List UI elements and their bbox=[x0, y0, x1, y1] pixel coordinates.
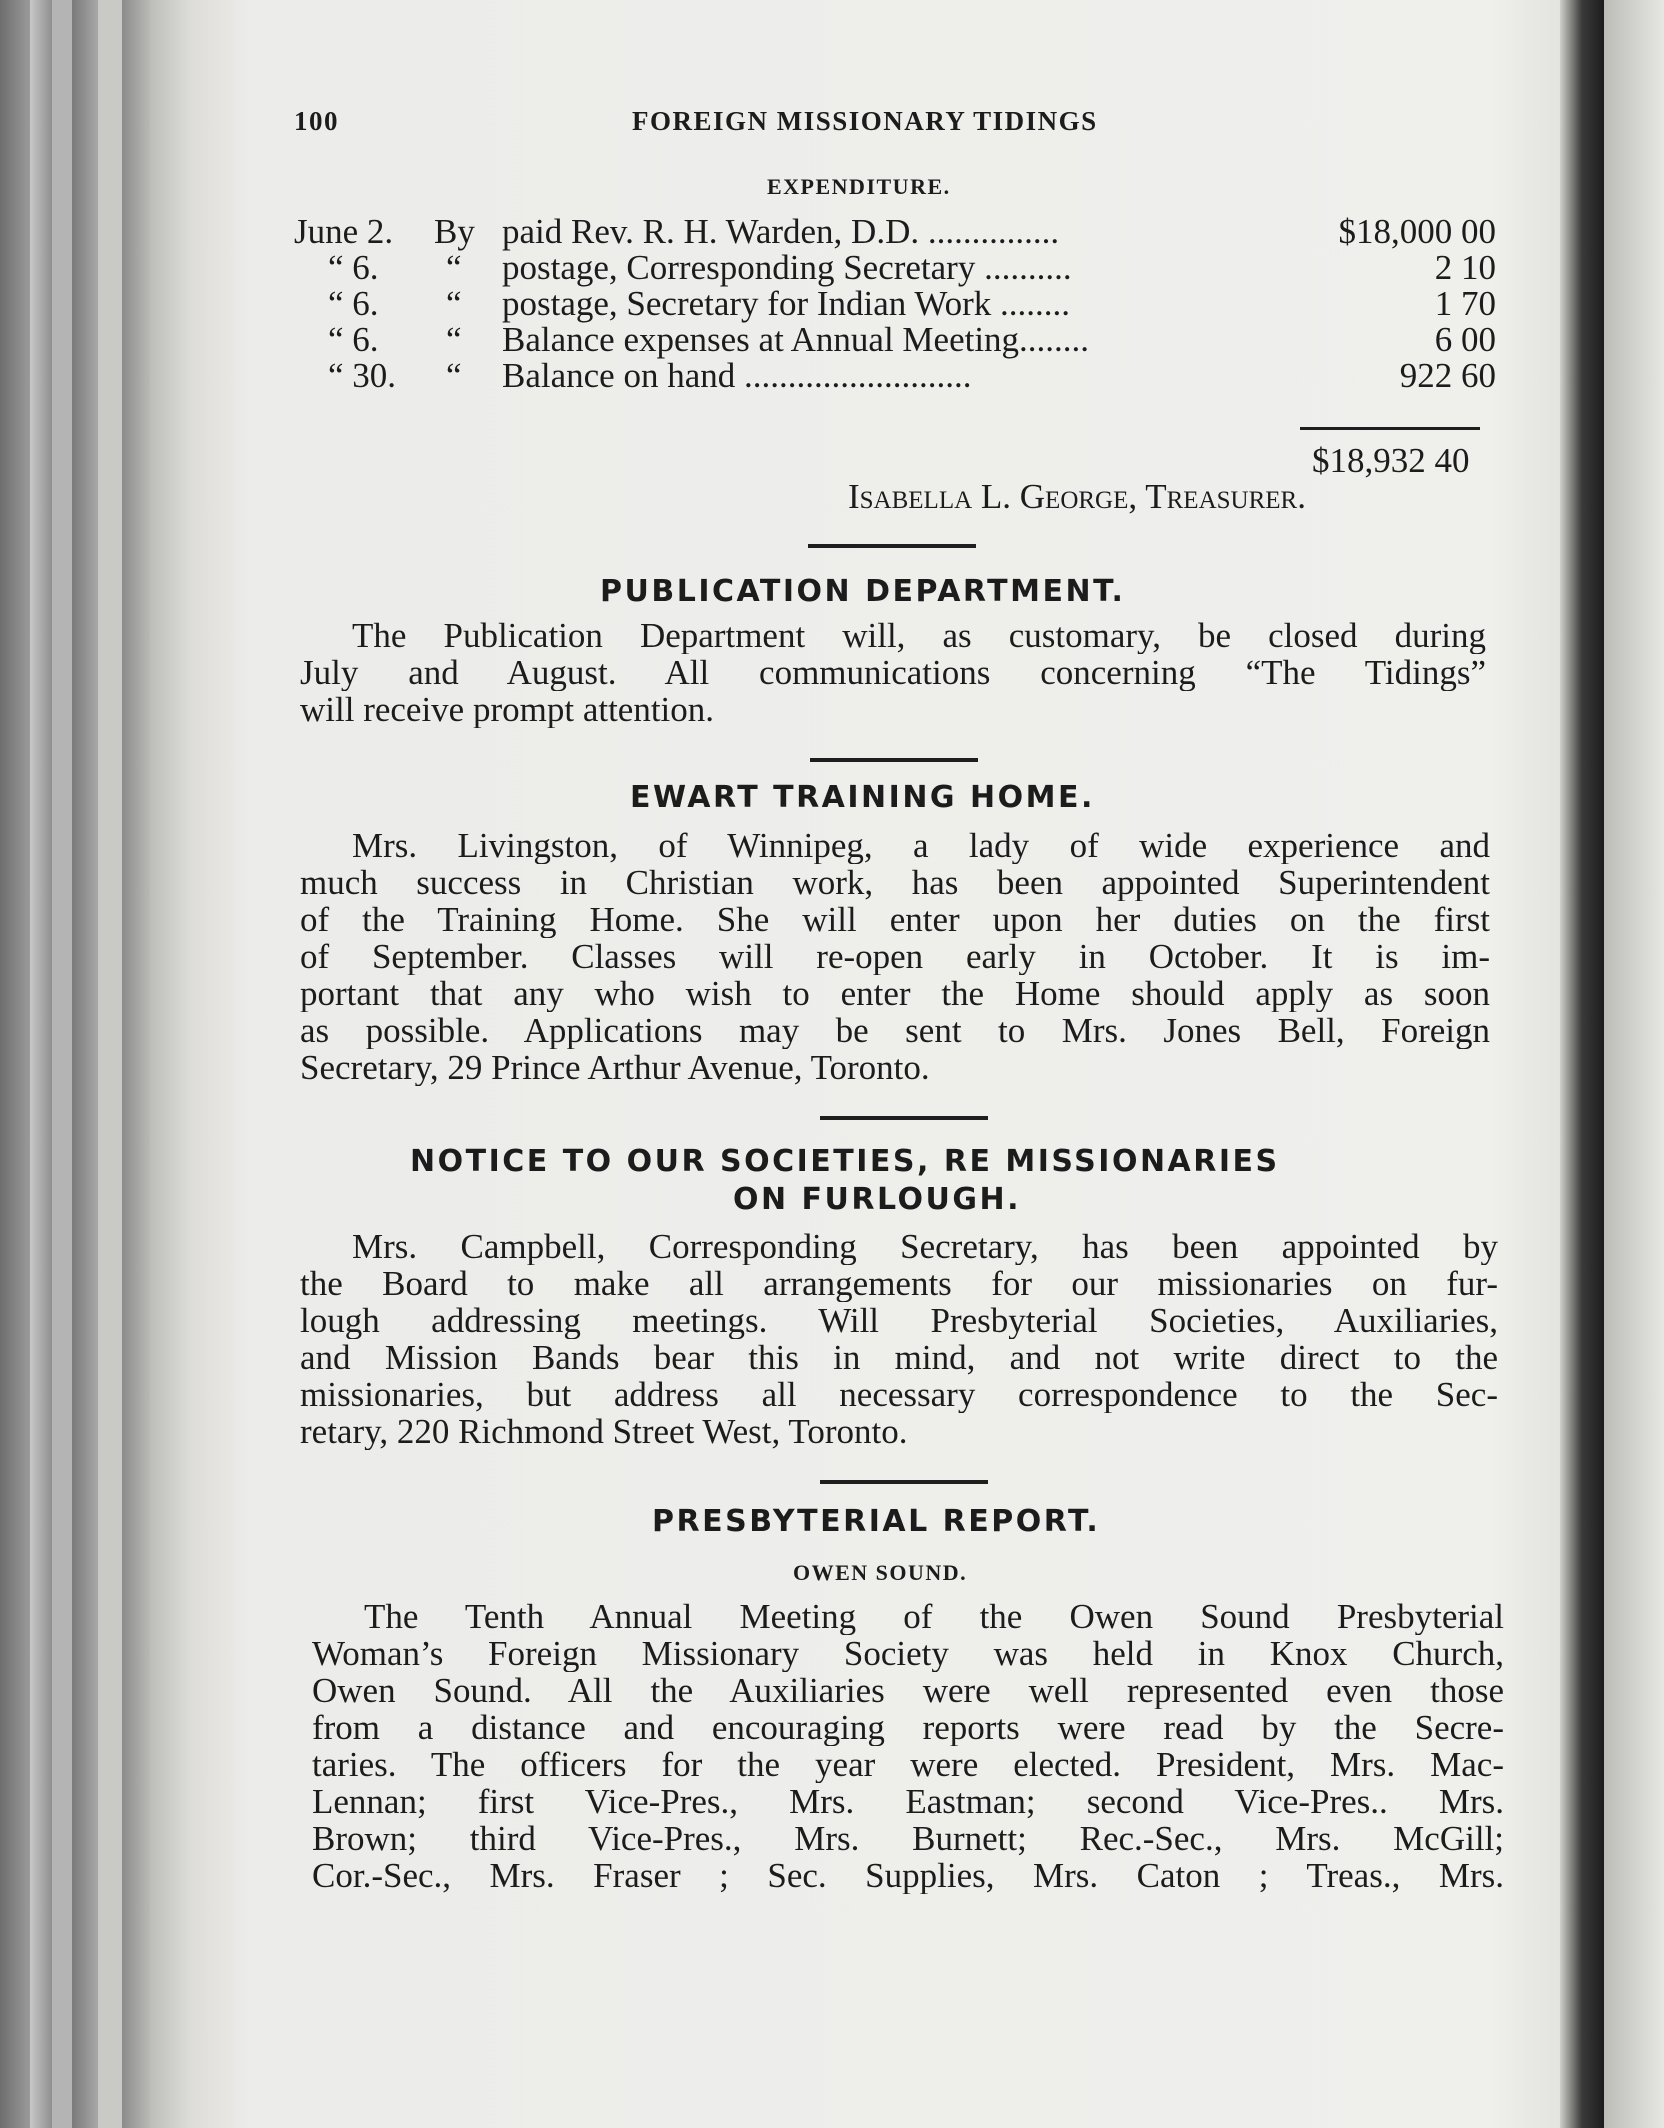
text-line: Cor.-Sec., Mrs. Fraser ; Sec. Supplies, Mrs. Caton ; Treas., Mrs. bbox=[312, 1857, 1504, 1894]
section-divider bbox=[810, 758, 978, 762]
text-line: and Mission Bands bear this in mind, and not write direct to the bbox=[300, 1339, 1498, 1376]
text-line: The Publication Department will, as customary, be closed during bbox=[352, 617, 1486, 654]
publication-heading: PUBLICATION DEPARTMENT. bbox=[600, 574, 1126, 609]
section-divider bbox=[808, 544, 976, 548]
expenditure-by: “ bbox=[446, 320, 462, 359]
text-line: July and August. All communications concerning “The Tidings” bbox=[300, 654, 1486, 691]
text-line: Secretary, 29 Prince Arthur Avenue, Toronto. bbox=[300, 1049, 930, 1086]
total-rule bbox=[1300, 427, 1480, 430]
expenditure-amount: 1 70 bbox=[1434, 284, 1496, 323]
presbyterial-heading: PRESBYTERIAL REPORT. bbox=[652, 1504, 1101, 1539]
notice-heading-line1: NOTICE TO OUR SOCIETIES, RE MISSIONARIES bbox=[410, 1144, 1280, 1179]
expenditure-total: $18,932 40 bbox=[1312, 441, 1470, 480]
text-line: much success in Christian work, has been appointed Superintendent bbox=[300, 864, 1490, 901]
book-edge bbox=[0, 0, 30, 2128]
expenditure-row bbox=[294, 248, 1496, 287]
text-line: Owen Sound. All the Auxiliaries were well represented even those bbox=[312, 1672, 1504, 1709]
expenditure-by: “ bbox=[446, 284, 462, 323]
book-edge bbox=[72, 0, 98, 2128]
text-line: will receive prompt attention. bbox=[300, 691, 715, 728]
expenditure-amount: $18,000 00 bbox=[1338, 212, 1496, 251]
section-divider bbox=[820, 1480, 988, 1484]
expenditure-row bbox=[294, 284, 1496, 323]
treasurer-signature: Isabella L. George, Treasurer. bbox=[848, 477, 1306, 516]
expenditure-amount: 2 10 bbox=[1434, 248, 1496, 287]
expenditure-row bbox=[294, 212, 1496, 251]
text-line: from a distance and encouraging reports were read by the Secre- bbox=[312, 1709, 1504, 1746]
text-line: of September. Classes will re-open early in October. It is im- bbox=[300, 938, 1490, 975]
notice-paragraph bbox=[300, 1228, 1498, 1450]
text-line: Brown; third Vice-Pres., Mrs. Burnett; Rec.-Sec., Mrs. McGill; bbox=[312, 1820, 1504, 1857]
expenditure-by: “ bbox=[446, 356, 462, 395]
book-edge bbox=[122, 0, 150, 2128]
text-line: lough addressing meetings. Will Presbyterial Societies, Auxiliaries, bbox=[300, 1302, 1498, 1339]
book-edge bbox=[98, 0, 122, 2128]
expenditure-row bbox=[294, 356, 1496, 395]
expenditure-description: Balance expenses at Annual Meeting........ bbox=[502, 320, 1090, 359]
book-edge bbox=[30, 0, 52, 2128]
book-gutter bbox=[1560, 0, 1604, 2128]
book-edge bbox=[52, 0, 72, 2128]
expenditure-amount: 6 00 bbox=[1434, 320, 1496, 359]
expenditure-by: “ bbox=[446, 248, 462, 287]
owen-sound-subheading: OWEN SOUND. bbox=[793, 1560, 968, 1585]
expenditure-description: paid Rev. R. H. Warden, D.D. ............... bbox=[502, 212, 1060, 251]
text-line: retary, 220 Richmond Street West, Toronto. bbox=[300, 1413, 908, 1450]
text-line: Mrs. Livingston, of Winnipeg, a lady of wide experience and bbox=[352, 827, 1490, 864]
presbyterial-paragraph bbox=[312, 1598, 1504, 1894]
text-line: The Tenth Annual Meeting of the Owen Sound Presbyterial bbox=[364, 1598, 1504, 1635]
expenditure-row bbox=[294, 320, 1496, 359]
expenditure-date: “ 30. bbox=[328, 356, 397, 395]
expenditure-description: postage, Secretary for Indian Work ........ bbox=[502, 284, 1071, 323]
expenditure-description: postage, Corresponding Secretary .......... bbox=[502, 248, 1072, 287]
text-line: portant that any who wish to enter the Home should apply as soon bbox=[300, 975, 1490, 1012]
text-line: the Board to make all arrangements for our missionaries on fur- bbox=[300, 1265, 1498, 1302]
expenditure-date: “ 6. bbox=[328, 284, 379, 323]
text-line: taries. The officers for the year were elected. President, Mrs. Mac- bbox=[312, 1746, 1504, 1783]
expenditure-amount: 922 60 bbox=[1399, 356, 1496, 395]
expenditure-by: By bbox=[434, 212, 475, 251]
page-number: 100 bbox=[294, 106, 339, 136]
ewart-heading: EWART TRAINING HOME. bbox=[630, 780, 1095, 815]
running-title: FOREIGN MISSIONARY TIDINGS bbox=[632, 106, 1098, 136]
section-divider bbox=[820, 1116, 988, 1120]
expenditure-date: “ 6. bbox=[328, 320, 379, 359]
notice-heading-line2: ON FURLOUGH. bbox=[733, 1182, 1022, 1217]
text-line: as possible. Applications may be sent to Mrs. Jones Bell, Foreign bbox=[300, 1012, 1490, 1049]
text-line: Lennan; first Vice-Pres., Mrs. Eastman; second Vice-Pres.. Mrs. bbox=[312, 1783, 1504, 1820]
publication-paragraph bbox=[300, 617, 1486, 728]
expenditure-date: “ 6. bbox=[328, 248, 379, 287]
expenditure-heading: EXPENDITURE. bbox=[767, 174, 951, 199]
book-edge bbox=[150, 0, 190, 2128]
text-line: of the Training Home. She will enter upon her duties on the first bbox=[300, 901, 1490, 938]
text-line: missionaries, but address all necessary correspondence to the Sec- bbox=[300, 1376, 1498, 1413]
text-line: Woman’s Foreign Missionary Society was held in Knox Church, bbox=[312, 1635, 1504, 1672]
text-line: Mrs. Campbell, Corresponding Secretary, has been appointed by bbox=[352, 1228, 1498, 1265]
expenditure-date: June 2. bbox=[294, 212, 394, 251]
facing-page-edge bbox=[1604, 0, 1664, 2128]
expenditure-description: Balance on hand .......................... bbox=[502, 356, 972, 395]
ewart-paragraph bbox=[300, 827, 1490, 1086]
